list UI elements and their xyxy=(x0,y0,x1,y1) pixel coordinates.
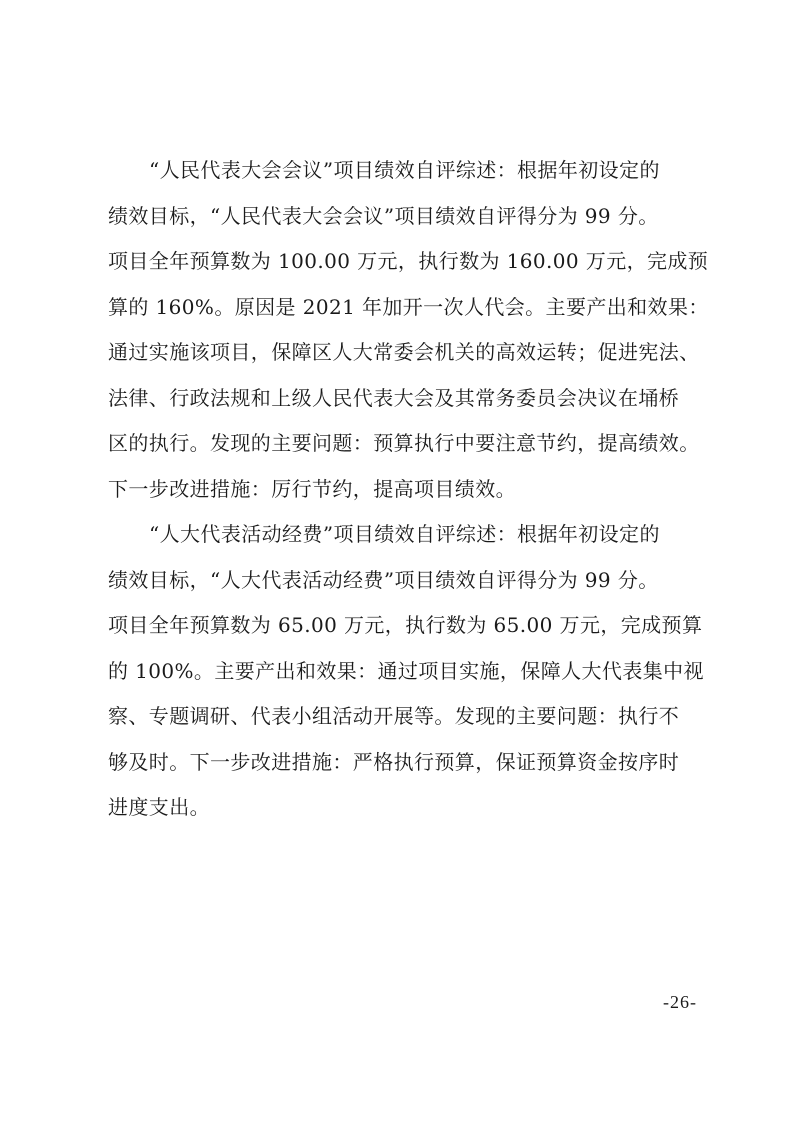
text-line: 法律、行政法规和上级人民代表大会及其常务委员会决议在埇桥 xyxy=(108,385,680,410)
text-line: 够及时。下一步改进措施：严格执行预算，保证预算资金按序时 xyxy=(108,749,680,774)
text-line: 算的 160%。原因是 2021 年加开一次人代会。主要产出和效果： xyxy=(108,294,709,319)
text-line: 项目全年预算数为 65.00 万元，执行数为 65.00 万元，完成预算 xyxy=(108,613,703,637)
text-line: 通过实施该项目，保障区人大常委会机关的高效运转；促进宪法、 xyxy=(108,340,700,364)
text-line: 下一步改进措施：厉行节约，提高项目绩效。 xyxy=(108,476,516,501)
text-line: 绩效目标，“人大代表活动经费”项目绩效自评得分为 99 分。 xyxy=(108,567,659,592)
document-body xyxy=(108,148,709,831)
paragraph-people-congress-meeting xyxy=(108,148,709,512)
page-number: -26- xyxy=(663,992,697,1012)
text-line: 进度支出。 xyxy=(108,795,210,819)
text-line: 项目全年预算数为 100.00 万元，执行数为 160.00 万元，完成预 xyxy=(108,249,709,273)
paragraph-deputy-activity-funds xyxy=(108,512,704,831)
text-line: 的 100%。主要产出和效果：通过项目实施，保障人大代表集中视 xyxy=(108,658,704,683)
text-line: 察、专题调研、代表小组活动开展等。发现的主要问题：执行不 xyxy=(108,704,680,728)
text-line: “人民代表大会会议”项目绩效自评综述：根据年初设定的 xyxy=(149,158,660,182)
text-line: 区的执行。发现的主要问题：预算执行中要注意节约，提高绩效。 xyxy=(108,431,700,455)
text-line: “人大代表活动经费”项目绩效自评综述：根据年初设定的 xyxy=(149,522,660,546)
text-line: 绩效目标，“人民代表大会会议”项目绩效自评得分为 99 分。 xyxy=(108,203,659,228)
